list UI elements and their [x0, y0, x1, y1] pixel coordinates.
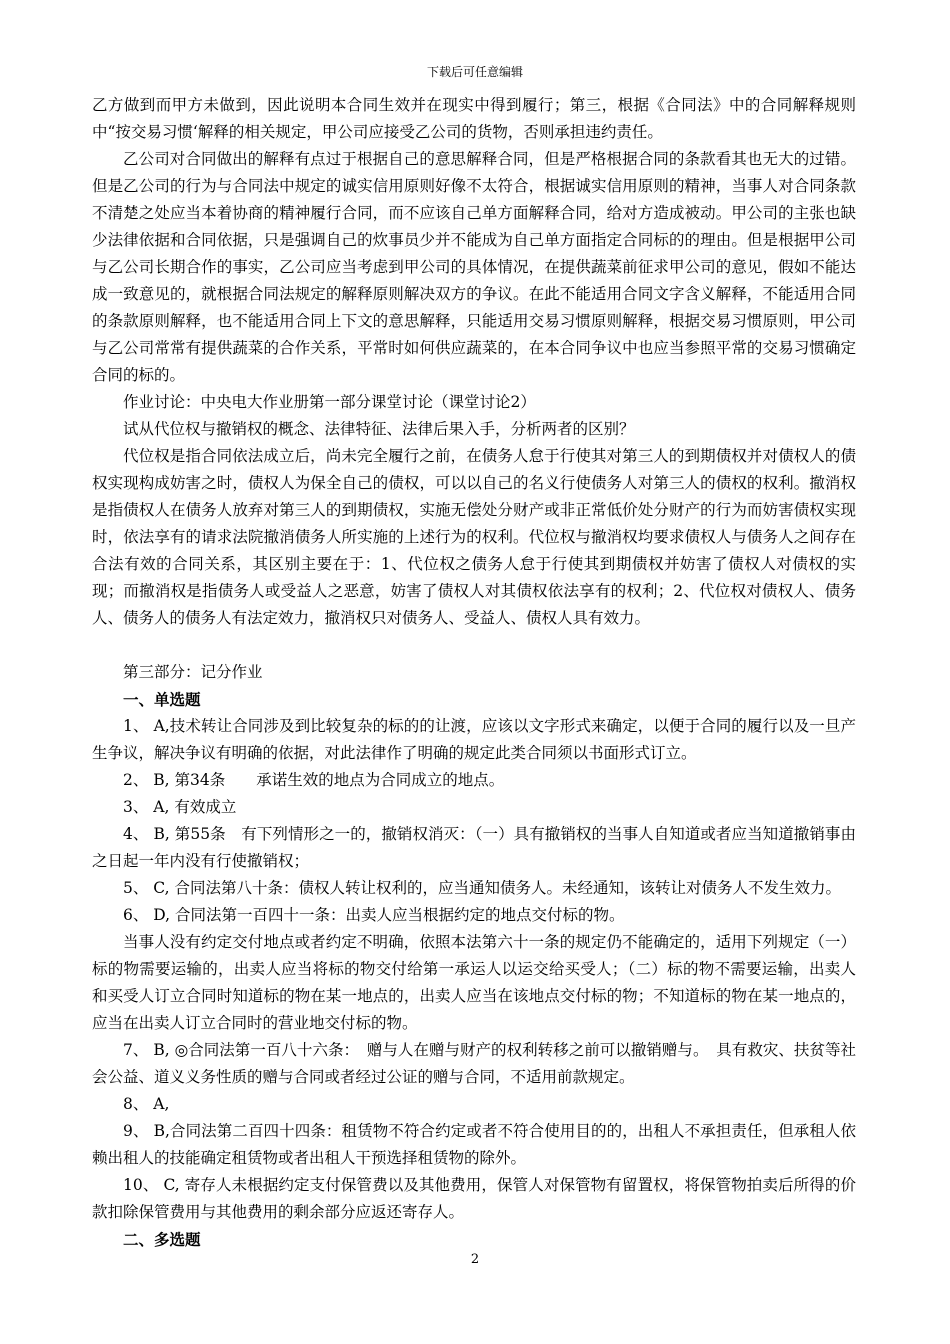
answer-item: 2、 B, 第34条 承诺生效的地点为合同成立的地点。: [123, 771, 505, 789]
paragraph: 乙方做到而甲方未做到，因此说明本合同生效并在现实中得到履行；第三，根据《合同法》中的合同解释规则中“按交易习惯‘解释的相关规定，甲公司应接受乙公司的货物，否则承担违约责任。: [92, 96, 856, 141]
document-body: [92, 92, 856, 1253]
answer-item: 7、 B, ◎合同法第一百八十六条： 赠与人在赠与财产的权利转移之前可以撤销赠与。 具有救灾、扶贫等社会公益、道义义务性质的赠与合同或者经过公证的赠与合同，不适用前款规定。: [92, 1041, 856, 1086]
answer-item: 6、 D, 合同法第一百四十一条：出卖人应当根据约定的地点交付标的物。: [123, 906, 625, 924]
page-number: 2: [470, 1252, 480, 1267]
answer-item: 10、 C, 寄存人未根据约定支付保管费以及其他费用，保管人对保管物有留置权，将保管物拍卖后所得的价款扣除保管费用与其他费用的剩余部分应返还寄存人。: [92, 1176, 856, 1221]
paragraph: 当事人没有约定交付地点或者约定不明确，依照本法第六十一条的规定仍不能确定的，适用下列规定（一）标的物需要运输的，出卖人应当将标的物交付给第一承运人以运交给买受人；（二）标的物不需要运输，出卖人和买受人订立合同时知道标的物在某一地点的，出卖人应当在该地点交付标的物；不知道标的物在某一地点的，应当在出卖人订立合同时的营业地交付标的物。: [92, 933, 856, 1032]
answer-item: 4、 B, 第55条 有下列情形之一的，撤销权消灭：（一）具有撤销权的当事人自知道或者应当知道撤销事由之日起一年内没有行使撤销权；: [92, 825, 856, 870]
discussion-question: 试从代位权与撤销权的概念、法律特征、法律后果入手，分析两者的区别？: [123, 420, 635, 438]
discussion-title: 作业讨论：中央电大作业册第一部分课堂讨论（课堂讨论2）: [123, 393, 536, 411]
answer-item: 3、 A, 有效成立: [123, 798, 237, 816]
paragraph: 乙公司对合同做出的解释有点过于根据自己的意思解释合同，但是严格根据合同的条款看其也无大的过错。但是乙公司的行为与合同法中规定的诚实信用原则好像不太符合，根据诚实信用原则的精神，当事人对合同条款不清楚之处应当本着协商的精神履行合同，而不应该自己单方面解释合同，给对方造成被动。甲公司的主张也缺少法律依据和合同依据，只是强调自己的炊事员少并不能成为自己单方面指定合同标的的理由。但是根据甲公司与乙公司长期合作的事实，乙公司应当考虑到甲公司的具体情况，在提供蔬菜前征求甲公司的意见，假如不能达成一致意见的，就根据合同法规定的解释原则解决双方的争议。在此不能适用合同文字含义解释，不能适用合同的条款原则解释，也不能适用合同上下文的意思解释，只能适用交易习惯原则解释，根据交易习惯原则，甲公司与乙公司常常有提供蔬菜的合作关系，平常时如何供应蔬菜的，在本合同争议中也应当参照平常的交易习惯确定合同的标的。: [92, 150, 856, 384]
section-heading-multiple-choice: 二、多选题: [123, 1230, 201, 1249]
section-heading-single-choice: 一、单选题: [123, 690, 201, 709]
answer-item: 5、 C, 合同法第八十条：债权人转让权利的，应当通知债务人。未经通知，该转让对债务人不发生效力。: [123, 879, 841, 897]
answer-item: 1、 A,技术转让合同涉及到比较复杂的标的的让渡，应该以文字形式来确定，以便于合同的履行以及一旦产生争议，解决争议有明确的依据，对此法律作了明确的规定此类合同须以书面形式订立。: [92, 717, 856, 762]
answer-item: 9、 B,合同法第二百四十四条：租赁物不符合约定或者不符合使用目的的，出租人不承担责任，但承租人依赖出租人的技能确定租赁物或者出租人干预选择租赁物的除外。: [92, 1122, 857, 1167]
spacer: [92, 632, 856, 659]
answer-item: 8、 A,: [123, 1095, 170, 1113]
page-header: 下载后可任意编辑: [426, 65, 523, 79]
paragraph: 代位权是指合同依法成立后，尚未完全履行之前，在债务人怠于行使其对第三人的到期债权并对债权人的债权实现构成妨害之时，债权人为保全自己的债权，可以以自己的名义行使债务人对第三人的债权的权利。撤消权是指债权人在债务人放弃对第三人的到期债权，实施无偿处分财产或非正常低价处分财产的行为而妨害债权实现时，依法享有的请求法院撤消债务人所实施的上述行为的权利。代位权与撤消权均要求债权人与债务人之间存在合法有效的合同关系，其区别主要在于：1、代位权之债务人怠于行使其到期债权并妨害了债权人对债权的实现；而撤消权是指债务人或受益人之恶意，妨害了债权人对其债权依法享有的权利；2、代位权对债权人、债务人、债务人的债务人有法定效力，撤消权只对债务人、受益人、债权人具有效力。: [92, 447, 856, 627]
section-title: 第三部分：记分作业: [123, 663, 263, 681]
